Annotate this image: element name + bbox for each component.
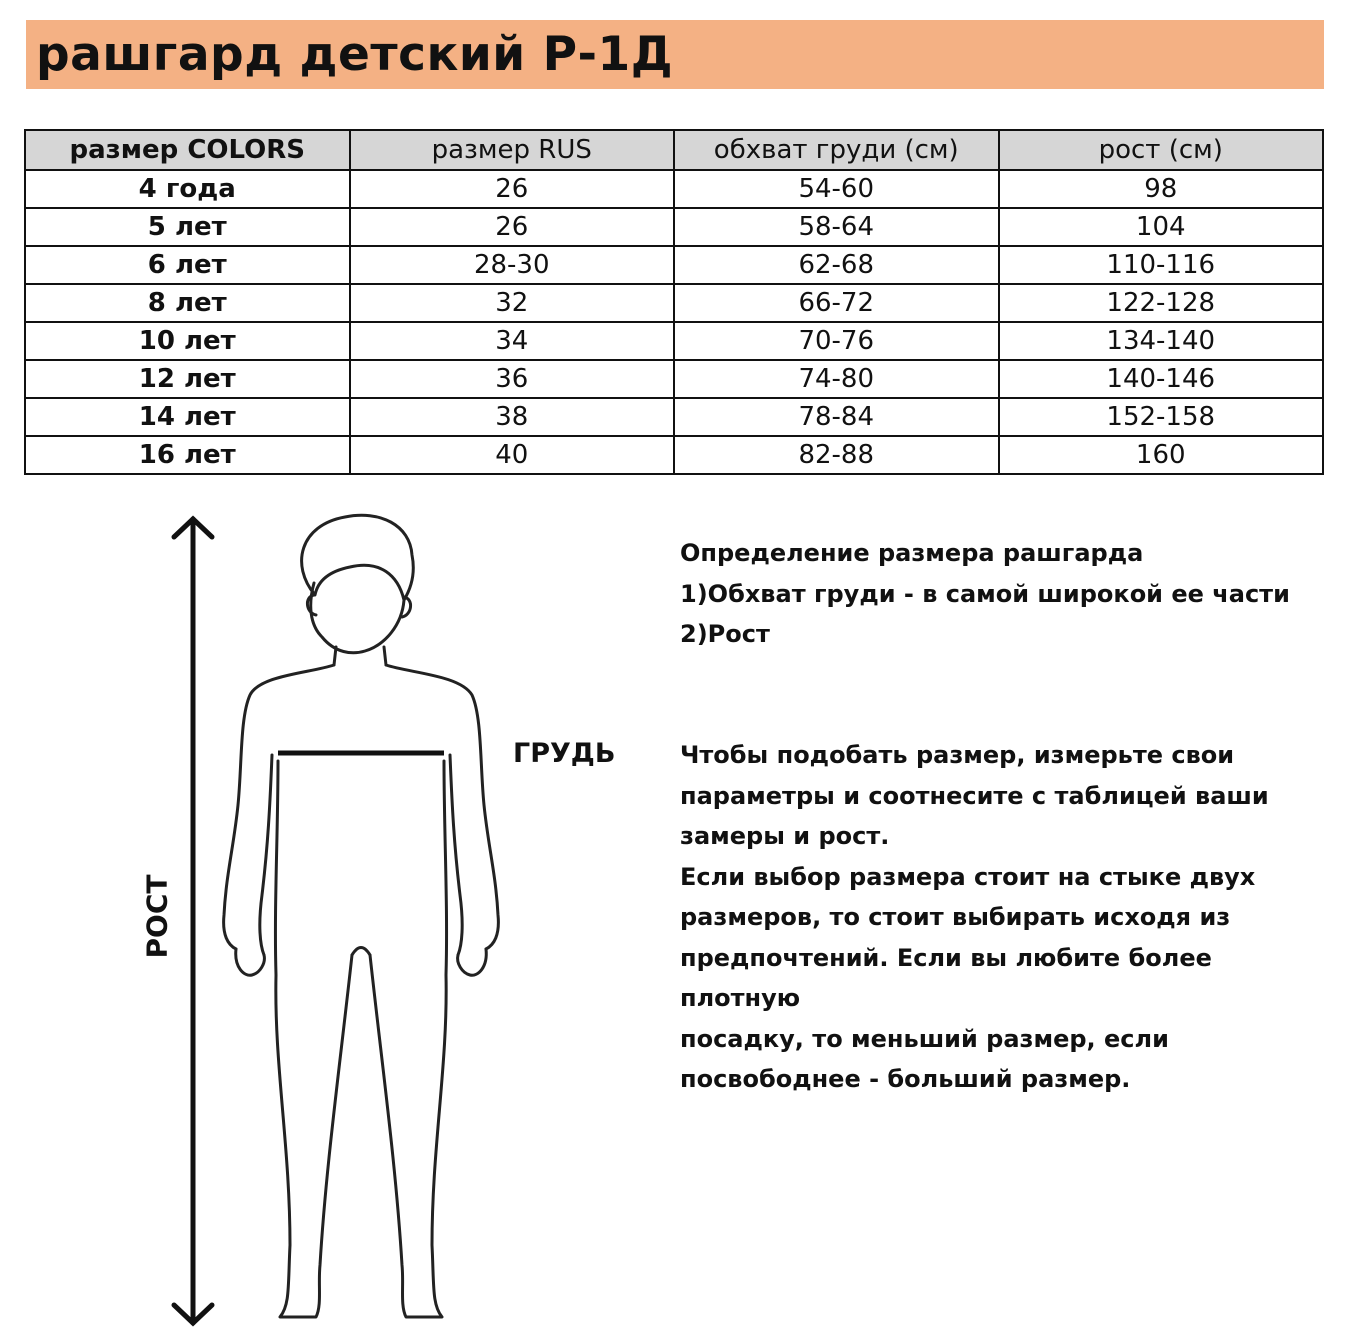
chest-label: ГРУДЬ — [513, 738, 616, 769]
cell-size-rus: 40 — [350, 436, 675, 474]
height-label: РОСТ — [140, 874, 174, 959]
cell-chest: 54-60 — [674, 170, 999, 208]
advice-line: замеры и рост. — [680, 822, 890, 850]
cell-size-colors: 6 лет — [25, 246, 350, 284]
header-chest: обхват груди (см) — [674, 130, 999, 170]
person-outline-icon — [224, 515, 499, 1317]
cell-height: 104 — [999, 208, 1324, 246]
cell-size-rus: 36 — [350, 360, 675, 398]
cell-size-rus: 26 — [350, 208, 675, 246]
table-row — [25, 360, 1323, 398]
guide-item-chest: 1)Обхват груди - в самой широкой ее части — [680, 579, 1290, 608]
cell-size-colors: 5 лет — [25, 208, 350, 246]
cell-height: 160 — [999, 436, 1324, 474]
header-size-colors: размер COLORS — [25, 130, 350, 170]
guide-heading: Определение размера рашгарда — [680, 539, 1144, 567]
advice-line: предпочтений. Если вы любите более плотную — [680, 943, 1212, 1012]
cell-height: 98 — [999, 170, 1324, 208]
advice-line: параметры и соотнесите с таблицей ваши — [680, 781, 1269, 810]
page-title: рашгард детский Р-1Д — [36, 27, 674, 82]
cell-size-colors: 8 лет — [25, 284, 350, 322]
advice-line: посвободнее - больший размер. — [680, 1065, 1131, 1093]
table-header-row — [25, 130, 1323, 170]
advice-line: посадку, то меньший размер, если — [680, 1024, 1169, 1053]
cell-chest: 66-72 — [674, 284, 999, 322]
cell-size-rus: 34 — [350, 322, 675, 360]
table-row — [25, 322, 1323, 360]
advice-line: Чтобы подобать размер, измерьте свои — [680, 741, 1235, 769]
advice-line: Если выбор размера стоит на стыке двух — [680, 862, 1256, 891]
cell-size-colors: 10 лет — [25, 322, 350, 360]
table-row — [25, 208, 1323, 246]
title-bar — [26, 20, 1324, 89]
cell-size-rus: 26 — [350, 170, 675, 208]
cell-size-colors: 4 года — [25, 170, 350, 208]
cell-chest: 78-84 — [674, 398, 999, 436]
cell-height: 134-140 — [999, 322, 1324, 360]
cell-chest: 70-76 — [674, 322, 999, 360]
cell-height: 152-158 — [999, 398, 1324, 436]
header-size-rus: размер RUS — [350, 130, 675, 170]
cell-chest: 74-80 — [674, 360, 999, 398]
table-row — [25, 246, 1323, 284]
cell-chest: 62-68 — [674, 246, 999, 284]
table-row — [25, 398, 1323, 436]
cell-size-rus: 38 — [350, 398, 675, 436]
cell-height: 122-128 — [999, 284, 1324, 322]
advice-line: размеров, то стоит выбирать исходя из — [680, 903, 1231, 931]
table-row — [25, 284, 1323, 322]
header-height: рост (см) — [999, 130, 1324, 170]
height-arrow-icon — [174, 519, 212, 1323]
cell-size-colors: 14 лет — [25, 398, 350, 436]
cell-size-colors: 12 лет — [25, 360, 350, 398]
table-row — [25, 436, 1323, 474]
cell-size-rus: 32 — [350, 284, 675, 322]
cell-height: 140-146 — [999, 360, 1324, 398]
cell-chest: 58-64 — [674, 208, 999, 246]
body-figure-illustration — [140, 505, 640, 1335]
size-table — [24, 129, 1324, 475]
guide-item-height: 2)Рост — [680, 620, 770, 648]
cell-height: 110-116 — [999, 246, 1324, 284]
measure-guide — [680, 533, 1320, 655]
cell-size-rus: 28-30 — [350, 246, 675, 284]
cell-size-colors: 16 лет — [25, 436, 350, 474]
table-row — [25, 170, 1323, 208]
cell-chest: 82-88 — [674, 436, 999, 474]
size-advice — [680, 735, 1320, 1100]
